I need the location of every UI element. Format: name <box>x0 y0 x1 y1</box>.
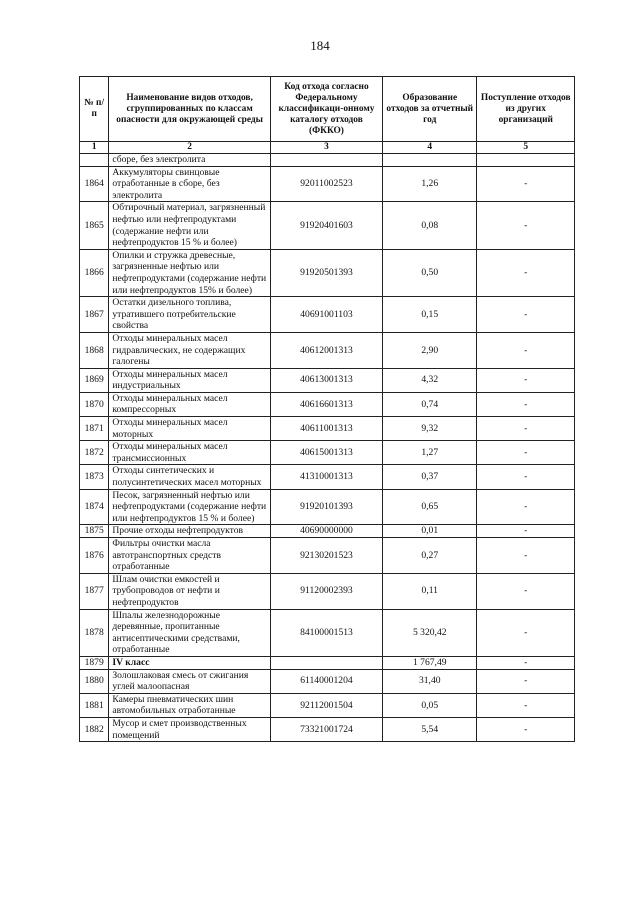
generated-amount <box>383 154 477 167</box>
row-number: 1871 <box>80 417 109 441</box>
table-row <box>80 489 575 525</box>
generated-amount: 0,37 <box>383 465 477 489</box>
waste-name: Золошлаковая смесь от сжигания углей малоопасная <box>109 669 271 693</box>
row-number: 1864 <box>80 166 109 202</box>
fkko-code: 61140001204 <box>270 669 382 693</box>
received-amount: - <box>477 693 575 717</box>
column-number: 5 <box>477 142 575 154</box>
row-number: 1876 <box>80 538 109 574</box>
table-row <box>80 392 575 416</box>
generated-amount: 0,15 <box>383 297 477 333</box>
fkko-code: 91920501393 <box>270 249 382 296</box>
row-number: 1878 <box>80 609 109 656</box>
row-number: 1870 <box>80 392 109 416</box>
generated-amount: 1,27 <box>383 441 477 465</box>
table-row <box>80 573 575 609</box>
waste-name: Отходы минеральных масел трансмиссионных <box>109 441 271 465</box>
generated-amount: 1 767,49 <box>383 656 477 669</box>
generated-amount: 0,05 <box>383 693 477 717</box>
fkko-code <box>270 656 382 669</box>
row-number <box>80 154 109 167</box>
received-amount <box>477 154 575 167</box>
column-number: 1 <box>80 142 109 154</box>
table-row <box>80 609 575 656</box>
fkko-code: 40615001313 <box>270 441 382 465</box>
row-number: 1866 <box>80 249 109 296</box>
table-row <box>80 249 575 296</box>
received-amount: - <box>477 656 575 669</box>
waste-table <box>79 76 575 742</box>
waste-name: Фильтры очистки масла автотранспортных средств отработанные <box>109 538 271 574</box>
fkko-code: 40611001313 <box>270 417 382 441</box>
row-number: 1881 <box>80 693 109 717</box>
row-number: 1875 <box>80 525 109 538</box>
fkko-code: 91920101393 <box>270 489 382 525</box>
table-row <box>80 669 575 693</box>
waste-name: Песок, загрязненный нефтью или нефтепродуктами (содержание нефти или нефтепродуктов 15 % и более) <box>109 489 271 525</box>
waste-name: Шпалы железнодорожные деревянные, пропитанные антисептическими средствами, отработанные <box>109 609 271 656</box>
received-amount: - <box>477 609 575 656</box>
waste-name: Отходы минеральных масел моторных <box>109 417 271 441</box>
received-amount: - <box>477 368 575 392</box>
page-number: 184 <box>310 38 330 53</box>
received-amount: - <box>477 332 575 368</box>
fkko-code: 40616601313 <box>270 392 382 416</box>
generated-amount: 9,32 <box>383 417 477 441</box>
column-number: 3 <box>270 142 382 154</box>
fkko-code: 92130201523 <box>270 538 382 574</box>
fkko-code: 92011002523 <box>270 166 382 202</box>
generated-amount: 0,74 <box>383 392 477 416</box>
waste-name: Отходы синтетических и полусинтетических масел моторных <box>109 465 271 489</box>
waste-name: Отходы минеральных масел индустриальных <box>109 368 271 392</box>
waste-name: Отходы минеральных масел гидравлических, не содержащих галогены <box>109 332 271 368</box>
header-generated: Образование отходов за отчетный год <box>383 77 477 142</box>
generated-amount: 0,01 <box>383 525 477 538</box>
generated-amount: 5,54 <box>383 717 477 741</box>
received-amount: - <box>477 489 575 525</box>
generated-amount: 0,08 <box>383 202 477 249</box>
fkko-code: 73321001724 <box>270 717 382 741</box>
generated-amount: 0,50 <box>383 249 477 296</box>
received-amount: - <box>477 525 575 538</box>
table-row <box>80 525 575 538</box>
row-number: 1877 <box>80 573 109 609</box>
fkko-code: 91920401603 <box>270 202 382 249</box>
row-number: 1872 <box>80 441 109 465</box>
received-amount: - <box>477 166 575 202</box>
column-number-row <box>80 142 575 154</box>
table-row <box>80 538 575 574</box>
table-row <box>80 166 575 202</box>
generated-amount: 4,32 <box>383 368 477 392</box>
received-amount: - <box>477 297 575 333</box>
table-row <box>80 693 575 717</box>
table-row <box>80 154 575 167</box>
received-amount: - <box>477 669 575 693</box>
table-row <box>80 368 575 392</box>
generated-amount: 0,27 <box>383 538 477 574</box>
table-row <box>80 202 575 249</box>
table-row <box>80 332 575 368</box>
waste-name: Аккумуляторы свинцовые отработанные в сборе, без электролита <box>109 166 271 202</box>
row-number: 1867 <box>80 297 109 333</box>
table-row <box>80 297 575 333</box>
column-number: 4 <box>383 142 477 154</box>
generated-amount: 1,26 <box>383 166 477 202</box>
generated-amount: 0,65 <box>383 489 477 525</box>
table-row <box>80 417 575 441</box>
generated-amount: 5 320,42 <box>383 609 477 656</box>
received-amount: - <box>477 202 575 249</box>
received-amount: - <box>477 538 575 574</box>
waste-name: Шлам очистки емкостей и трубопроводов от нефти и нефтепродуктов <box>109 573 271 609</box>
generated-amount: 0,11 <box>383 573 477 609</box>
table-row <box>80 465 575 489</box>
fkko-code: 40613001313 <box>270 368 382 392</box>
fkko-code <box>270 154 382 167</box>
fkko-code: 41310001313 <box>270 465 382 489</box>
received-amount: - <box>477 392 575 416</box>
fkko-code: 40691001103 <box>270 297 382 333</box>
waste-name: Обтирочный материал, загрязненный нефтью или нефтепродуктами (содержание нефти или нефтепродуктов 15 % и более) <box>109 202 271 249</box>
waste-name: Остатки дизельного топлива, утратившего потребительские свойства <box>109 297 271 333</box>
row-number: 1882 <box>80 717 109 741</box>
header-code: Код отхода согласно Федеральному классификаци-онному каталогу отходов (ФККО) <box>270 77 382 142</box>
row-number: 1865 <box>80 202 109 249</box>
row-number: 1879 <box>80 656 109 669</box>
fkko-code: 92112001504 <box>270 693 382 717</box>
column-number: 2 <box>109 142 271 154</box>
table-row <box>80 656 575 669</box>
fkko-code: 91120002393 <box>270 573 382 609</box>
received-amount: - <box>477 441 575 465</box>
row-number: 1873 <box>80 465 109 489</box>
header-name: Наименование видов отходов, сгруппированных по классам опасности для окружающей среды <box>109 77 271 142</box>
waste-name: Мусор и смет производственных помещений <box>109 717 271 741</box>
row-number: 1869 <box>80 368 109 392</box>
waste-name: сборе, без электролита <box>109 154 271 167</box>
waste-name: Отходы минеральных масел компрессорных <box>109 392 271 416</box>
received-amount: - <box>477 417 575 441</box>
received-amount: - <box>477 573 575 609</box>
waste-name: IV класс <box>109 656 271 669</box>
table-row <box>80 441 575 465</box>
table-row <box>80 717 575 741</box>
header-num: № п/п <box>80 77 109 142</box>
waste-name: Камеры пневматических шин автомобильных отработанные <box>109 693 271 717</box>
row-number: 1868 <box>80 332 109 368</box>
fkko-code: 40690000000 <box>270 525 382 538</box>
row-number: 1880 <box>80 669 109 693</box>
received-amount: - <box>477 249 575 296</box>
generated-amount: 2,90 <box>383 332 477 368</box>
header-received: Поступление отходов из других организаций <box>477 77 575 142</box>
fkko-code: 84100001513 <box>270 609 382 656</box>
fkko-code: 40612001313 <box>270 332 382 368</box>
generated-amount: 31,40 <box>383 669 477 693</box>
received-amount: - <box>477 717 575 741</box>
waste-name: Прочие отходы нефтепродуктов <box>109 525 271 538</box>
waste-name: Опилки и стружка древесные, загрязненные нефтью или нефтепродуктами (содержание нефти или нефтепродуктов 15% и более) <box>109 249 271 296</box>
row-number: 1874 <box>80 489 109 525</box>
received-amount: - <box>477 465 575 489</box>
header-row <box>80 77 575 142</box>
